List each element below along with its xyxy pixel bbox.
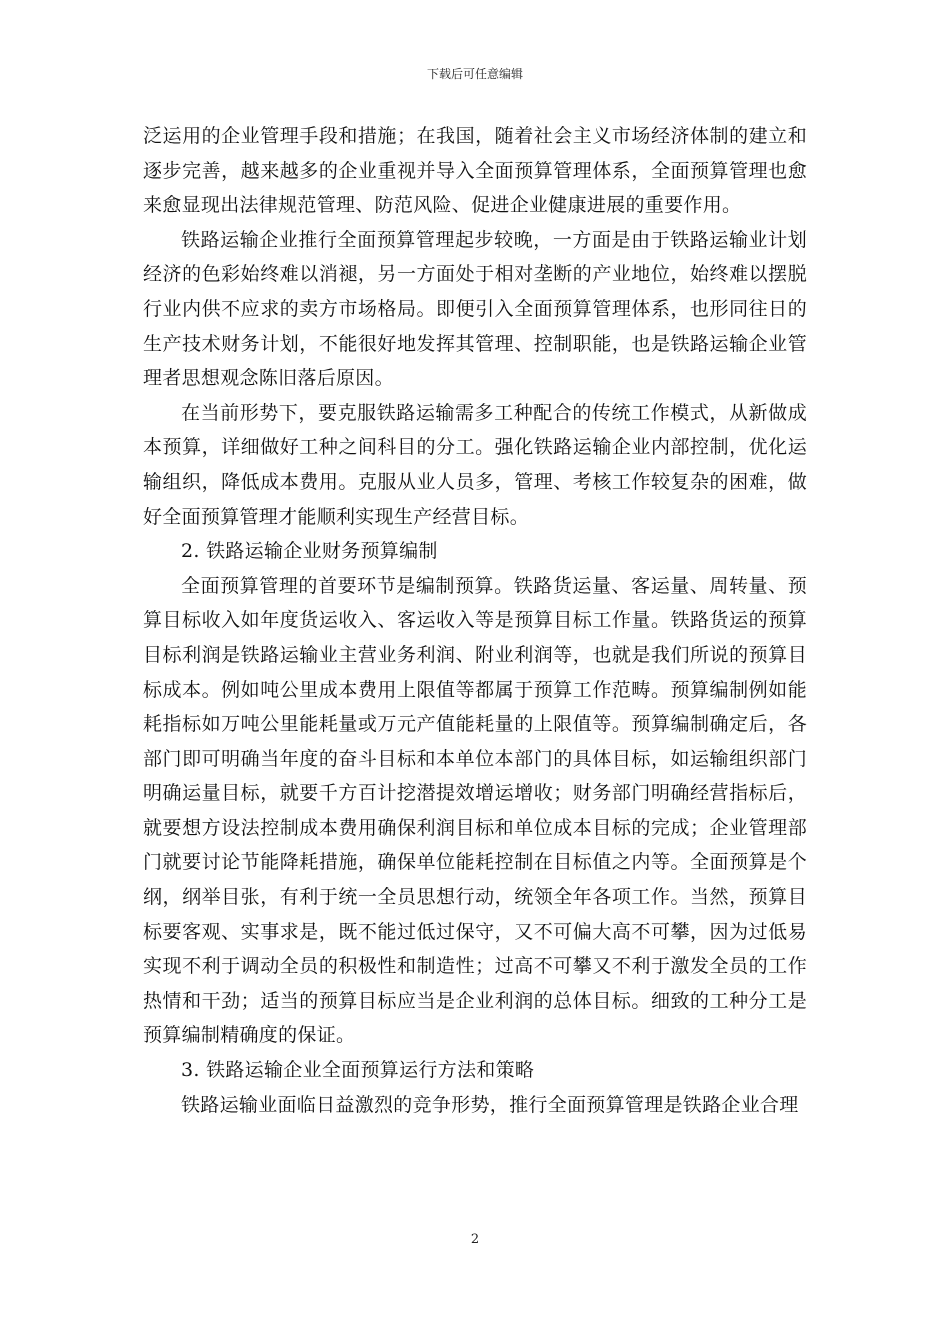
page-header: 下载后可任意编辑 [426, 67, 523, 81]
paragraph-continued: 泛运用的企业管理手段和措施；在我国，随着社会主义市场经济体制的建立和逐步完善，越来越多的企业重视并导入全面预算管理体系，全面预算管理也愈来愈显现出法律规范管理、防范风险、促进企业健康进展的重要作用。 [143, 125, 807, 217]
section-heading: 2. 铁路运输企业财务预算编制 [181, 540, 438, 563]
paragraph: 全面预算管理的首要环节是编制预算。铁路货运量、客运量、周转量、预算目标收入如年度货运收入、客运收入等是预算目标工作量。铁路货运的预算目标利润是铁路运输业主营业务利润、附业利润等，也就是我们所说的预算目标成本。例如吨公里成本费用上限值等都属于预算工作范畴。预算编制例如能耗指标如万吨公里能耗量或万元产值能耗量的上限值等。预算编制确定后，各部门即可明确当年度的奋斗目标和本单位本部门的具体目标，如运输组织部门明确运量目标，就要千方百计挖潜提效增运增收；财务部门明确经营指标后，就要想方设法控制成本费用确保利润目标和单位成本目标的完成；企业管理部门就要讨论节能降耗措施，确保单位能耗控制在目标值之内等。全面预算是个纲，纲举目张，有利于统一全员思想行动，统领全年各项工作。当然，预算目标要客观、实事求是，既不能过低过保守，又不可偏大高不可攀，因为过低易实现不利于调动全员的积极性和制造性；过高不可攀又不利于激发全员的工作热情和干劲；适当的预算目标应当是企业利润的总体目标。细致的工种分工是预算编制精确度的保证。 [143, 574, 807, 1047]
page-number: 2 [470, 1232, 480, 1247]
paragraph: 铁路运输企业推行全面预算管理起步较晚，一方面是由于铁路运输业计划经济的色彩始终难以消褪，另一方面处于相对垄断的产业地位，始终难以摆脱行业内供不应求的卖方市场格局。即便引入全面预算管理体系，也形同往日的生产技术财务计划，不能很好地发挥其管理、控制职能，也是铁路运输企业管理者思想观念陈旧落后原因。 [143, 228, 807, 390]
paragraph: 铁路运输业面临日益激烈的竞争形势，推行全面预算管理是铁路企业合理 [181, 1093, 799, 1116]
section-heading: 3. 铁路运输企业全面预算运行方法和策略 [181, 1059, 535, 1082]
paragraph: 在当前形势下，要克服铁路运输需多工种配合的传统工作模式，从新做成本预算，详细做好工种之间科目的分工。强化铁路运输企业内部控制，优化运输组织，降低成本费用。克服从业人员多，管理、考核工作较复杂的困难，做好全面预算管理才能顺利实现生产经营目标。 [143, 401, 807, 528]
document-body [143, 119, 807, 1122]
